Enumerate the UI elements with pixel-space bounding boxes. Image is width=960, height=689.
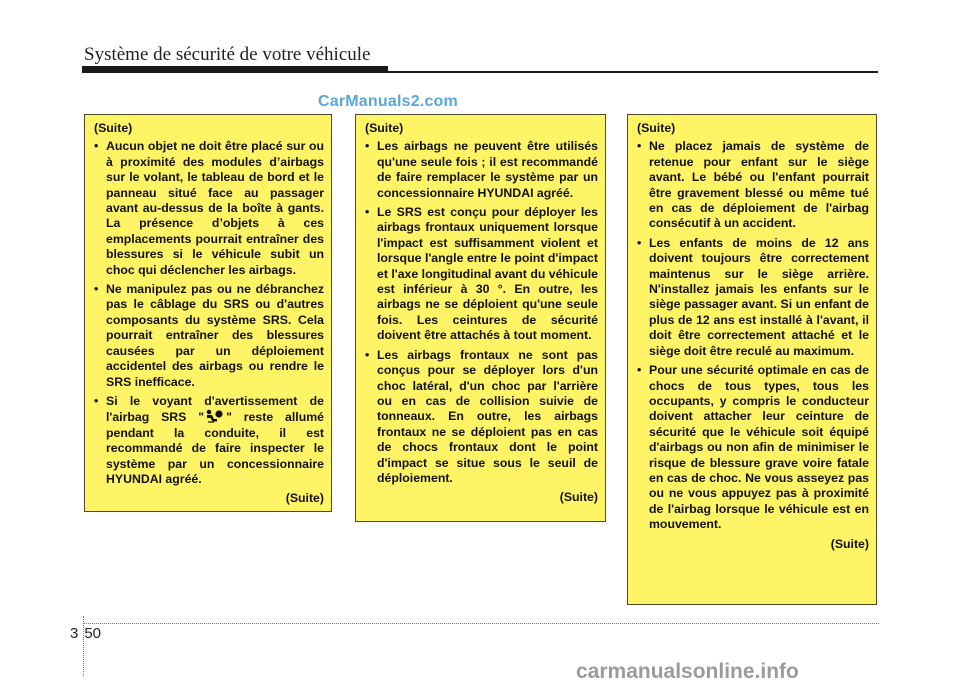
section-number: 3 <box>70 625 79 642</box>
bullet: • <box>365 205 370 220</box>
list-item <box>365 205 598 344</box>
page-header-title: Système de sécurité de votre véhicule <box>84 44 371 65</box>
continued-label: (Suite) <box>637 121 676 135</box>
bullet: • <box>637 139 642 154</box>
warning-list <box>94 139 324 487</box>
bullet: • <box>94 139 99 154</box>
list-item-text: Les airbags ne peuvent être utilisés qu'une seule fois ; il est recommandé de faire remplacer le système par un concessionnaire HYUNDAI agréé. <box>377 139 598 200</box>
list-item-text-continued: " reste allumé pendant la conduite, il est recommandé de faire inspecter le système par un concessionnaire HYUNDAI agréé. <box>106 410 324 486</box>
warning-list <box>365 139 598 486</box>
list-item-text: Aucun objet ne doit être placé sur ou à proximité des modules d’airbags sur le volant, le tableau de bord et le panneau situé face au passager avant au-dessus de la boîte à gants. La présence d’objets à ces emplacements pourrait entraîner des blessures si le véhicule subit un choc qui déclencher les airbags. <box>106 139 324 277</box>
list-item-text: Les airbags frontaux ne sont pas conçus pour se déployer lors d'un choc latéral, d'un choc par l'arrière ou en cas de collision suivie de tonneaux. En outre, les airbags frontaux ne se déploient pas en cas de chocs frontaux dont le point d'impact se situe sous le seuil de déploiement. <box>377 347 598 485</box>
watermark-top[interactable]: CarManuals2.com <box>318 93 458 110</box>
bullet: • <box>94 393 99 408</box>
header-bar <box>82 66 388 73</box>
bullet: • <box>365 139 370 154</box>
continued-label-footer: (Suite) <box>285 491 324 506</box>
list-item-text: Les enfants de moins de 12 ans doivent toujours être correctement maintenus sur le siège arrière. N'installez jamais les enfants sur le siège passager avant. Si un enfant de plus de 12 ans est installé à l'avant, il doit être correctement attaché et le siège doit être reculé au maximum. <box>649 235 869 358</box>
list-item-text: Ne placez jamais de système de retenue pour enfant sur le siège avant. Le bébé ou l'enfant pourrait être gravement blessé ou même tué en cas de déploiement de l'airbag consécutif à un accident. <box>649 139 869 231</box>
list-item <box>365 139 598 201</box>
warning-box-1 <box>84 114 332 512</box>
continued-label: (Suite) <box>365 121 404 135</box>
list-item <box>637 363 869 532</box>
warning-list <box>637 139 869 532</box>
list-item <box>94 394 324 487</box>
bullet: • <box>94 282 99 297</box>
continued-label: (Suite) <box>94 121 133 135</box>
bullet: • <box>637 363 642 378</box>
footer-horizontal-rule <box>83 623 879 624</box>
list-item <box>94 139 324 278</box>
continued-label-footer: (Suite) <box>559 490 598 505</box>
list-item <box>365 348 598 487</box>
list-item <box>637 236 869 359</box>
list-item <box>94 282 324 390</box>
page-number <box>70 625 101 642</box>
continued-label-footer: (Suite) <box>830 536 869 551</box>
airbag-warning-icon <box>204 409 226 423</box>
list-item-text: Le SRS est conçu pour déployer les airbags frontaux uniquement lorsque l'impact est suffisamment violent et lorsque l'angle entre le point d'impact et l'axe longitudinal avant du véhicule est inférieur à 30 °. En outre, les airbags ne se déploient qu'une seule fois. Les ceintures de sécurité doivent être attachés à tout moment. <box>377 205 598 343</box>
list-item-text: Si le voyant d'avertissement de l'airbag SRS " <box>106 393 324 425</box>
list-item <box>637 139 869 231</box>
warning-box-2 <box>355 114 606 522</box>
list-item-text: Ne manipulez pas ou ne débranchez pas le câblage du SRS ou d'autres composants du système SRS. Cela pourrait entraîner des blessures causées par un déploiement accidentel des airbags ou rendre le SRS inefficace. <box>106 282 324 389</box>
list-item-text: Pour une sécurité optimale en cas de chocs de tous types, tous les occupants, y compris le conducteur doivent attacher leur ceinture de sécurité que le véhicule soit équipé d'airbags ou non afin de minimiser le risque de blessure grave voire fatale en cas de choc. Ne vous asseyez pas ou ne vous appuyez pas à proximité de l'airbag lorsque le véhicule est en mouvement. <box>649 363 869 532</box>
header-rule <box>388 71 878 73</box>
page-number-value: 50 <box>84 625 102 642</box>
bullet: • <box>365 347 370 362</box>
warning-box-3 <box>627 114 877 605</box>
watermark-bottom[interactable]: carmanualsonline.info <box>576 660 799 683</box>
bullet: • <box>637 235 642 250</box>
